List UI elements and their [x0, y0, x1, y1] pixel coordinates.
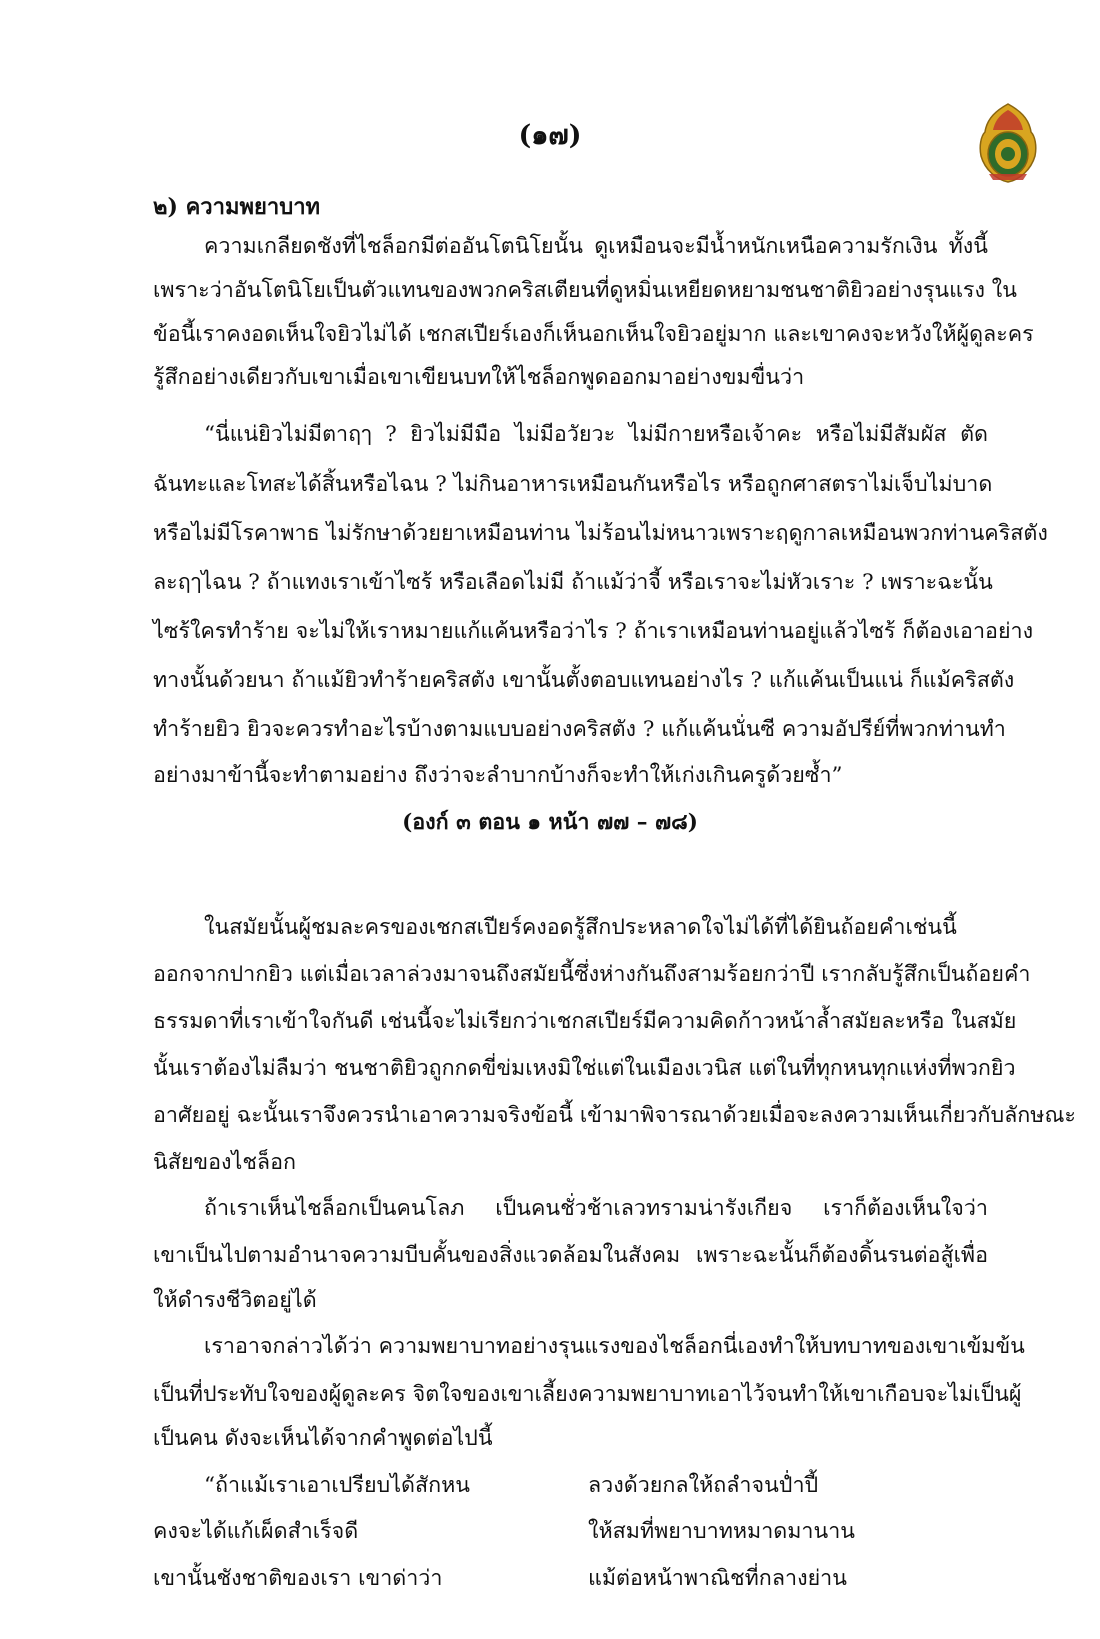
verse-line-right: แม้ต่อหน้าพาณิชที่กลางย่าน [588, 1566, 847, 1591]
text-line: เป็นคน ดังจะเห็นได้จากคำพูดต่อไปนี้ [153, 1426, 493, 1451]
text-line: นั้นเราต้องไม่ลืมว่า ชนชาติยิวถูกกดขี่ข่มเหงมิใช่แต่ในเมืองเวนิส แต่ในที่ทุกหนทุกแห่งที่พวกยิว [153, 1056, 1016, 1081]
text-line: ข้อนี้เราคงอดเห็นใจยิวไม่ได้ เชกสเปียร์เองก็เห็นอกเห็นใจยิวอยู่มาก และเขาคงจะหวังให้ผู้ดูละคร [153, 322, 1034, 347]
school-emblem-icon [975, 102, 1041, 184]
quote-line: ไซร้ใครทำร้าย จะไม่ให้เราหมายแก้แค้นหรือว่าไร ? ถ้าเราเหมือนท่านอยู่แล้วไซร้ ก็ต้องเอาอย่าง [153, 619, 1034, 644]
quote-line: ทำร้ายยิว ยิวจะควรทำอะไรบ้างตามแบบอย่างคริสตัง ? แก้แค้นนั่นซี ความอัปรีย์ที่พวกท่านทำ [153, 717, 1006, 742]
verse-line-left: คงจะได้แก้เผ็ดสำเร็จดี [153, 1519, 359, 1544]
quote-line: ทางนั้นด้วยนา ถ้าแม้ยิวทำร้ายคริสตัง เขานั้นตั้งตอบแทนอย่างไร ? แก้แค้นเป็นแน่ ก็แม้คริสตัง [153, 668, 1015, 693]
page-number: (๑๗) [518, 120, 582, 151]
text-line: ความเกลียดชังที่ไชล็อกมีต่ออันโตนิโยนั้น ดูเหมือนจะมีน้ำหนักเหนือความรักเงิน ทั้งนี้ [204, 234, 988, 259]
verse-line-left: เขานั้นชังชาติของเรา เขาด่าว่า [153, 1566, 443, 1591]
quote-line: ละฤๅไฉน ? ถ้าแทงเราเข้าไซร้ หรือเลือดไม่มี ถ้าแม้ว่าจี้ หรือเราจะไม่หัวเราะ ? เพราะฉะนั้น [153, 570, 993, 595]
quote-line: อย่างมาข้านี้จะทำตามอย่าง ถึงว่าจะลำบากบ้างก็จะทำให้เก่งเกินครูด้วยซ้ำ” [153, 763, 843, 788]
text-line: ออกจากปากยิว แต่เมื่อเวลาล่วงมาจนถึงสมัยนี้ซึ่งห่างกันถึงสามร้อยกว่าปี เรากลับรู้สึกเป็นถ้อยคำ [153, 962, 1031, 987]
text-line: รู้สึกอย่างเดียวกับเขาเมื่อเขาเขียนบทให้ไชล็อกพูดออกมาอย่างขมขื่นว่า [153, 365, 805, 390]
text-line: เขาเป็นไปตามอำนาจความบีบคั้นของสิ่งแวดล้อมในสังคม เพราะฉะนั้นก็ต้องดิ้นรนต่อสู้เพื่อ [153, 1243, 988, 1268]
section-heading: ๒) ความพยาบาท [153, 194, 321, 220]
citation: (องก์ ๓ ตอน ๑ หน้า ๗๗ – ๗๘) [402, 810, 698, 835]
text-line: นิสัยของไชล็อก [153, 1150, 297, 1175]
verse-line-left: “ถ้าแม้เราเอาเปรียบได้สักหน [204, 1473, 470, 1498]
quote-line: ฉันทะและโทสะได้สิ้นหรือไฉน ? ไม่กินอาหารเหมือนกันหรือไร หรือถูกศาสตราไม่เจ็บไม่บาด [153, 472, 993, 497]
text-line: ให้ดำรงชีวิตอยู่ได้ [153, 1288, 317, 1313]
quote-line: หรือไม่มีโรคาพาธ ไม่รักษาด้วยยาเหมือนท่าน ไม่ร้อนไม่หนาวเพราะฤดูกาลเหมือนพวกท่านคริสตัง [153, 521, 1048, 546]
text-line: อาศัยอยู่ ฉะนั้นเราจึงควรนำเอาความจริงข้อนี้ เข้ามาพิจารณาด้วยเมื่อจะลงความเห็นเกี่ยวกับลักษณะ [153, 1103, 1076, 1128]
text-line: เราอาจกล่าวได้ว่า ความพยาบาทอย่างรุนแรงของไชล็อกนี่เองทำให้บทบาทของเขาเข้มข้น [204, 1334, 1025, 1359]
text-line: ถ้าเราเห็นไชล็อกเป็นคนโลภ เป็นคนชั่วช้าเลวทรามน่ารังเกียจ เราก็ต้องเห็นใจว่า [204, 1196, 988, 1221]
verse-line-right: ให้สมที่พยาบาทหมาดมานาน [588, 1519, 855, 1544]
text-line: เพราะว่าอันโตนิโยเป็นตัวแทนของพวกคริสเตียนที่ดูหมิ่นเหยียดหยามชนชาติยิวอย่างรุนแรง ใน [153, 278, 1017, 303]
text-line: เป็นที่ประทับใจของผู้ดูละคร จิตใจของเขาเลี้ยงความพยาบาทเอาไว้จนทำให้เขาเกือบจะไม่เป็นผู้ [153, 1382, 1022, 1407]
quote-line: “นี่แน่ยิวไม่มีตาฤๅ ? ยิวไม่มีมือ ไม่มีอวัยวะ ไม่มีกายหรือเจ้าคะ หรือไม่มีสัมผัส ตัด [204, 422, 988, 447]
text-line: ในสมัยนั้นผู้ชมละครของเชกสเปียร์คงอดรู้สึกประหลาดใจไม่ได้ที่ได้ยินถ้อยคำเช่นนี้ [204, 915, 957, 940]
text-line: ธรรมดาที่เราเข้าใจกันดี เช่นนี้จะไม่เรียกว่าเชกสเปียร์มีความคิดก้าวหน้าล้ำสมัยละหรือ ในสมัย [153, 1009, 1017, 1034]
verse-line-right: ลวงด้วยกลให้ถลำจนป่ำปี้ [588, 1473, 819, 1498]
